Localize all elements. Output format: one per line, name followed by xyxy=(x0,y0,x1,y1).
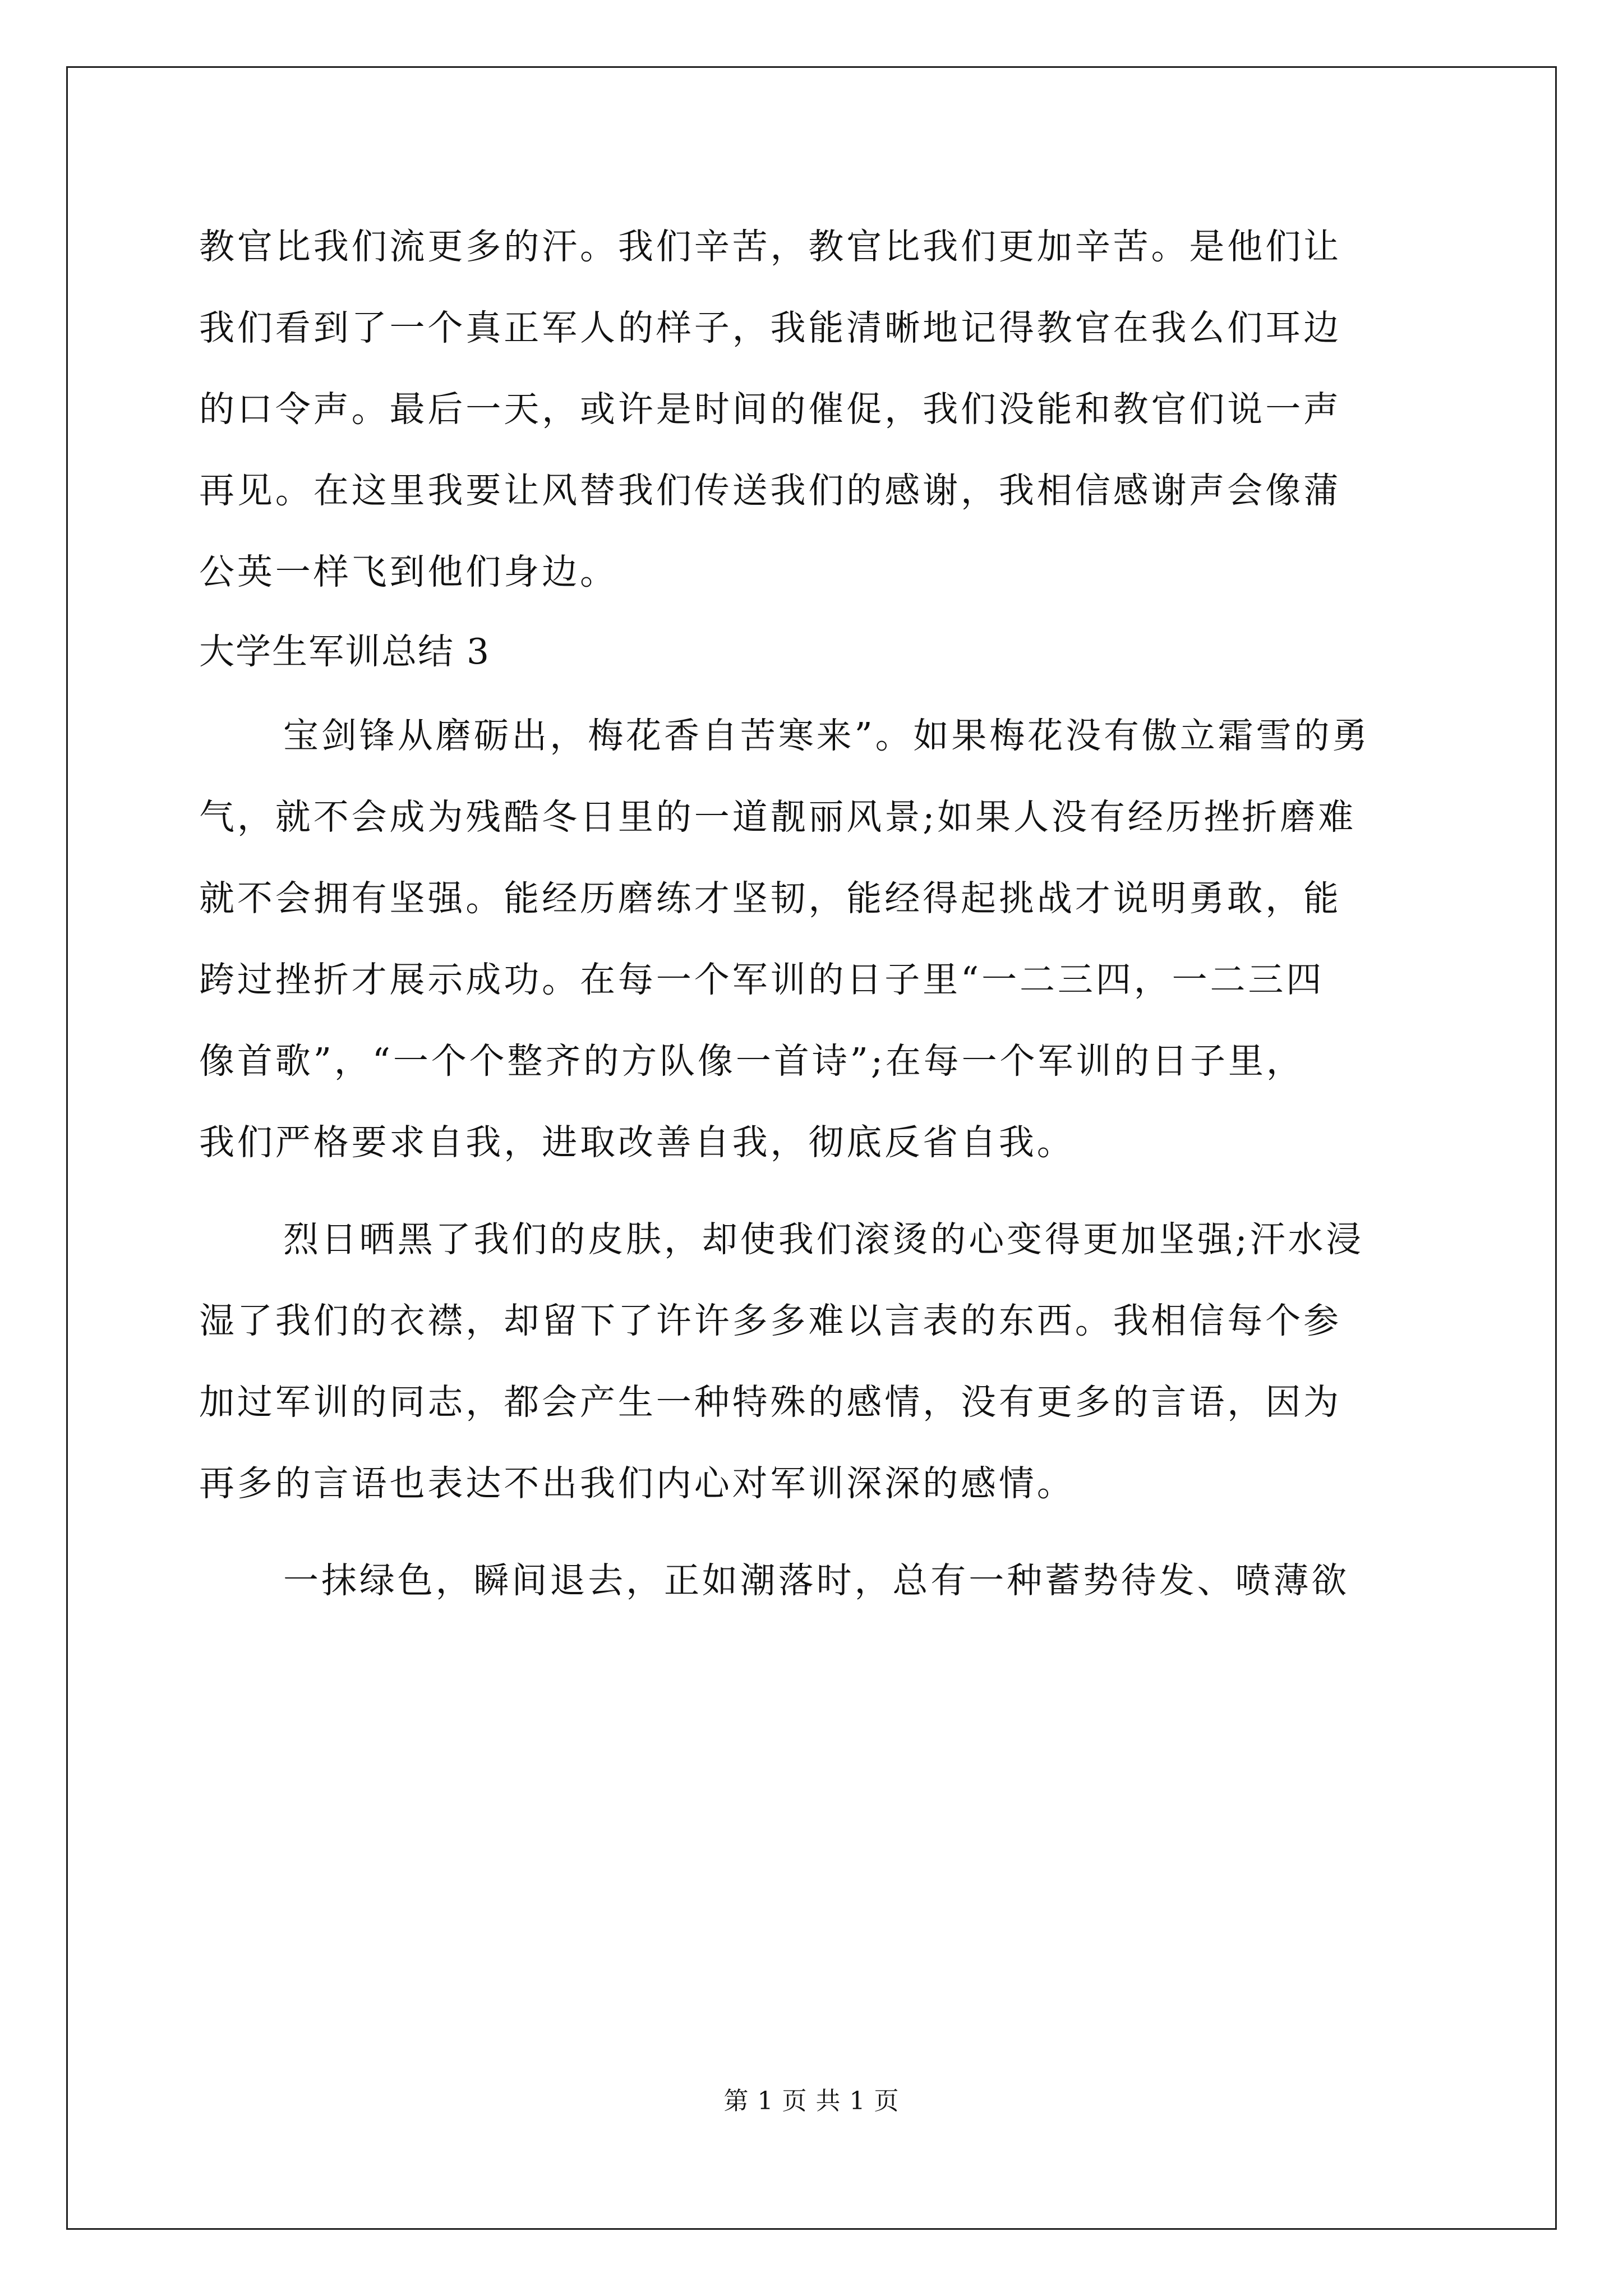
text-line: 公英一样飞到他们身边。 xyxy=(199,551,618,592)
page-number-footer: 第 1 页 共 1 页 xyxy=(723,2087,900,2115)
text-line: 再见。在这里我要让风替我们传送我们的感谢，我相信感谢声会像蒲 xyxy=(199,470,1341,511)
text-line: 加过军训的同志，都会产生一种特殊的感情，没有更多的言语，因为 xyxy=(199,1382,1341,1423)
text-line: 像首歌”，“一个个整齐的方队像一首诗”;在每一个军训的日子里， xyxy=(199,1041,1304,1082)
text-line: 教官比我们流更多的汗。我们辛苦，教官比我们更加辛苦。是他们让 xyxy=(199,226,1341,267)
text-line: 再多的言语也表达不出我们内心对军训深深的感情。 xyxy=(199,1463,1075,1504)
text-line: 我们严格要求自我，进取改善自我，彻底反省自我。 xyxy=(199,1122,1075,1163)
text-line: 湿了我们的衣襟，却留下了许许多多难以言表的东西。我相信每个参 xyxy=(199,1300,1341,1341)
text-line: 气，就不会成为残酷冬日里的一道靓丽风景;如果人没有经历挫折磨难 xyxy=(199,797,1357,838)
text-line: 一抹绿色，瞬间退去，正如潮落时，总有一种蓄势待发、喷薄欲 xyxy=(283,1560,1350,1601)
text-line: 我们看到了一个真正军人的样子，我能清晰地记得教官在我么们耳边 xyxy=(199,307,1341,348)
text-line: 烈日晒黑了我们的皮肤，却使我们滚烫的心变得更加坚强;汗水浸 xyxy=(283,1219,1364,1260)
text-line: 的口令声。最后一天，或许是时间的催促，我们没能和教官们说一声 xyxy=(199,389,1341,430)
text-line: 跨过挫折才展示成功。在每一个军训的日子里“一二三四，一二三四 xyxy=(199,959,1325,1000)
text-line: 就不会拥有坚强。能经历磨练才坚韧，能经得起挑战才说明勇敢，能 xyxy=(199,878,1341,919)
section-heading: 大学生军训总结 3 xyxy=(199,631,491,672)
text-line: 宝剑锋从磨砺出，梅花香自苦寒来”。如果梅花没有傲立霜雪的勇 xyxy=(283,715,1371,756)
